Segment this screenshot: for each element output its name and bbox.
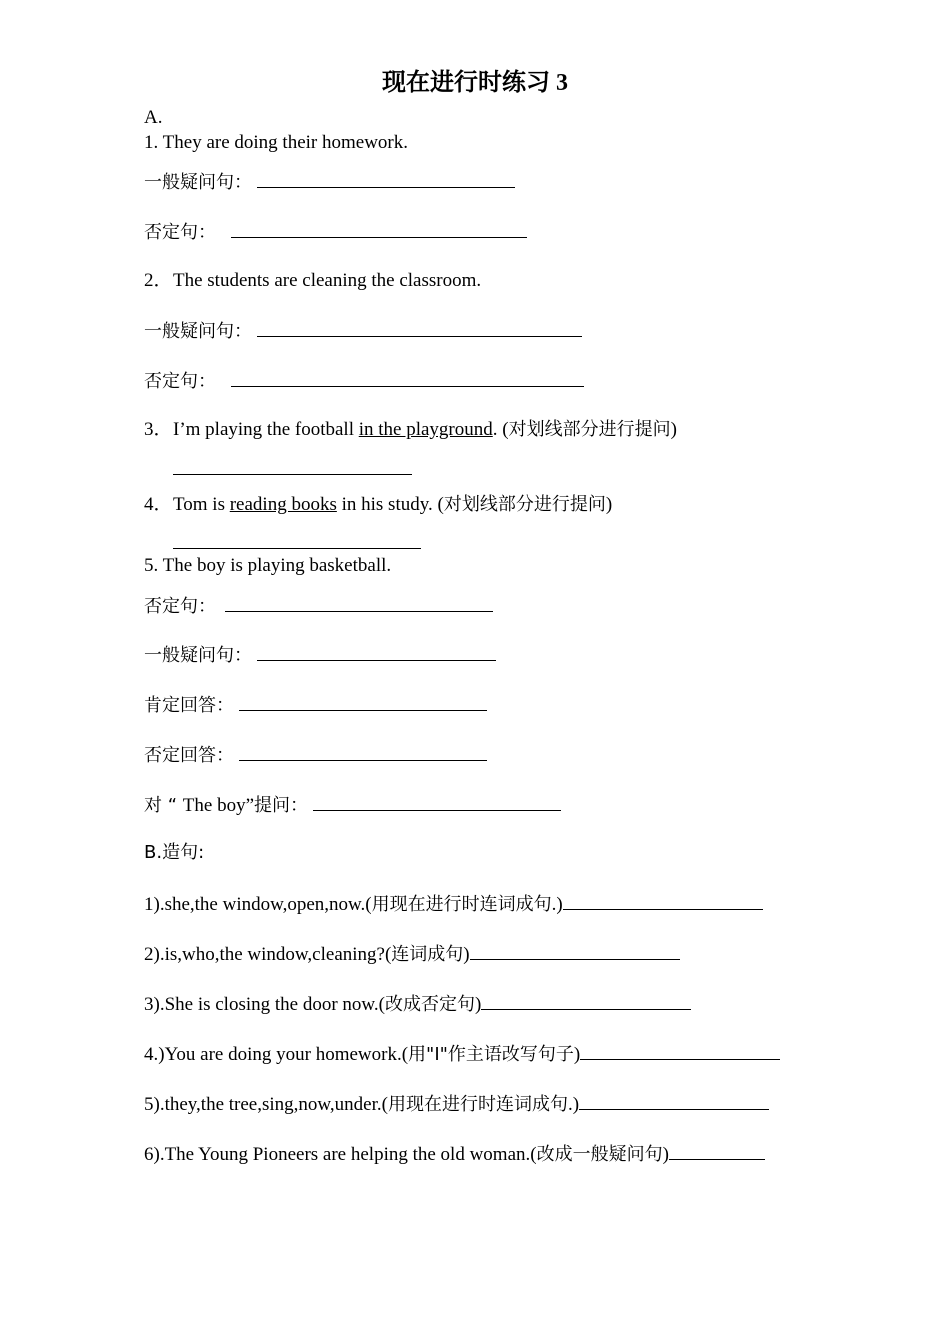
question-label: 一般疑问句： xyxy=(144,645,252,666)
q1-sentence: 1. They are doing their homework. xyxy=(144,132,408,153)
answer-blank[interactable] xyxy=(669,1141,765,1160)
q2-sentence: The students are cleaning the classroom. xyxy=(173,270,482,291)
answer-blank[interactable] xyxy=(257,642,496,661)
b-item-3 xyxy=(144,991,691,1017)
answer-blank[interactable] xyxy=(225,593,493,612)
q3-post: . ( xyxy=(492,419,509,440)
b-item-instruction: 用现在进行时连词成句 xyxy=(387,1094,568,1115)
question-label: 一般疑问句： xyxy=(144,321,252,342)
q3-number: 3． xyxy=(144,419,173,440)
negative-label: 否定句： xyxy=(144,371,216,392)
question-label: 一般疑问句： xyxy=(144,172,252,193)
q2-number: 2． xyxy=(144,270,173,291)
answer-blank[interactable] xyxy=(579,1091,769,1110)
answer-blank[interactable] xyxy=(239,742,487,761)
q2-sentence-row xyxy=(144,269,481,293)
negative-label: 否定句： xyxy=(144,222,216,243)
b-item-instruction: 用"I"作主语改写句子 xyxy=(408,1044,574,1065)
answer-blank[interactable] xyxy=(231,368,584,387)
b-item-en: 4.)You are doing your homework.( xyxy=(144,1044,409,1065)
answer-blank[interactable] xyxy=(470,941,680,960)
q1-question-row xyxy=(144,169,515,195)
q4-row xyxy=(144,493,612,517)
b-item-end: .) xyxy=(567,1094,580,1115)
b-item-4 xyxy=(144,1041,780,1067)
negative-label: 否定句： xyxy=(144,596,216,617)
page-title: 现在进行时练习 3 xyxy=(382,70,568,96)
q5-affirmative-answer-row xyxy=(144,692,487,718)
q2-question-row xyxy=(144,318,582,344)
q5-negative-row xyxy=(144,593,493,619)
q4-instruction: 对划线部分进行提问 xyxy=(443,494,606,515)
b-item-end: ) xyxy=(573,1044,581,1065)
b-item-end: ) xyxy=(463,944,470,965)
b-item-instruction: 连词成句 xyxy=(391,944,464,965)
q4-post: in his study. ( xyxy=(336,494,444,515)
q2-negative-row xyxy=(144,368,584,394)
answer-blank[interactable] xyxy=(257,318,582,337)
b-item-5 xyxy=(144,1091,769,1117)
answer-blank[interactable] xyxy=(563,891,763,910)
b-item-instruction: 用现在进行时连词成句 xyxy=(371,894,552,915)
b-item-6 xyxy=(144,1141,765,1167)
b-item-en: 5).they,the tree,sing,now,under.( xyxy=(144,1094,388,1115)
q3-answer-row xyxy=(173,456,412,482)
q3-underlined: in the playground xyxy=(358,419,493,440)
b-item-end: ) xyxy=(662,1144,669,1165)
answer-blank[interactable] xyxy=(257,169,515,188)
answer-blank[interactable] xyxy=(173,530,421,549)
ask-en: The boy” xyxy=(182,795,255,816)
q3-row xyxy=(144,418,677,442)
b-item-en: 2).is,who,the window,cleaning?( xyxy=(144,944,392,965)
q4-number: 4． xyxy=(144,494,173,515)
b-item-instruction: 改成一般疑问句 xyxy=(536,1144,663,1165)
q5-sentence: 5. The boy is playing basketball. xyxy=(144,555,392,576)
b-item-2 xyxy=(144,941,680,967)
answer-blank[interactable] xyxy=(313,792,561,811)
answer-blank[interactable] xyxy=(173,456,412,475)
ask-post: 提问： xyxy=(254,795,309,816)
section-a-label: A. xyxy=(144,107,163,128)
b-item-en: 1).she,the window,open,now.( xyxy=(144,894,372,915)
affirmative-answer-label: 肯定回答： xyxy=(144,695,234,716)
q1-negative-row xyxy=(144,219,527,245)
answer-blank[interactable] xyxy=(231,219,527,238)
q4-answer-row xyxy=(173,530,421,556)
answer-blank[interactable] xyxy=(580,1041,780,1060)
q3-close: ) xyxy=(670,419,677,440)
b-item-end: ) xyxy=(475,994,482,1015)
b-item-en: 3).She is closing the door now.( xyxy=(144,994,385,1015)
q5-ask-row xyxy=(144,792,561,818)
q3-pre: I’m playing the football xyxy=(173,419,359,440)
q3-instruction: 对划线部分进行提问 xyxy=(508,419,671,440)
q4-pre: Tom is xyxy=(173,494,230,515)
b-item-1 xyxy=(144,891,763,917)
q5-question-row xyxy=(144,642,496,668)
q5-negative-answer-row xyxy=(144,742,487,768)
negative-answer-label: 否定回答： xyxy=(144,745,234,766)
q4-underlined: reading books xyxy=(229,494,337,515)
q4-close: ) xyxy=(605,494,613,515)
section-b-label: B.造句: xyxy=(144,842,205,863)
answer-blank[interactable] xyxy=(239,692,487,711)
b-item-instruction: 改成否定句 xyxy=(385,994,475,1015)
b-item-en: 6).The Young Pioneers are helping the old woman.( xyxy=(144,1144,537,1165)
answer-blank[interactable] xyxy=(481,991,691,1010)
ask-pre: 对 “ xyxy=(144,795,183,816)
b-item-end: .) xyxy=(551,894,563,915)
